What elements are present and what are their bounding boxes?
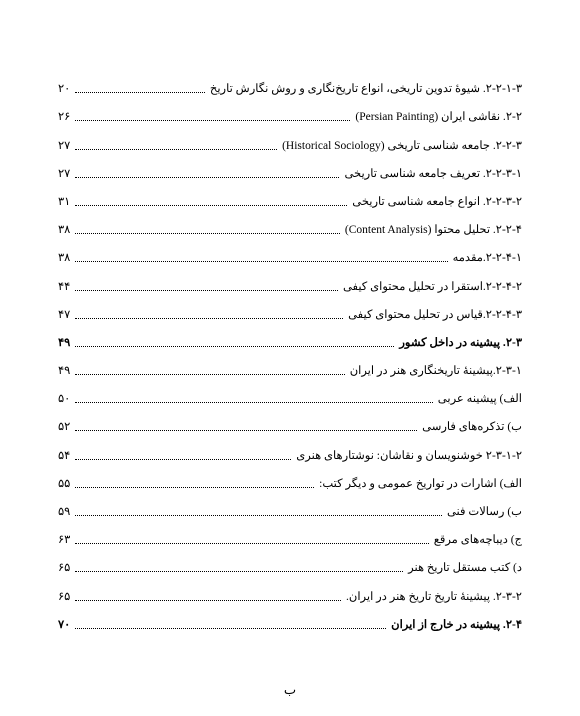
toc-entry-page-number: ۳۸ (58, 252, 71, 265)
dot-leader (75, 430, 417, 431)
toc-entry-title: ۲-۲. نقاشی ایران (Persian Painting) (355, 111, 522, 124)
toc-entry[interactable] (58, 547, 522, 575)
dot-leader (75, 120, 350, 121)
toc-entry[interactable] (58, 124, 522, 152)
toc-entry-title: ۲-۳. پیشینه در داخل کشور (399, 336, 522, 349)
toc-entry-title: ۲-۲-۳-۲. انواع جامعه شناسی تاریخی (352, 195, 522, 208)
toc-entry-page-number: ۴۹ (58, 336, 71, 349)
toc-entry-title: ۲-۲-۴-۱.مقدمه (452, 252, 522, 265)
dot-leader (75, 346, 394, 347)
dot-leader (75, 600, 341, 601)
dot-leader (75, 628, 386, 629)
toc-entry-title: الف) پیشینه عربی (437, 393, 522, 406)
dot-leader (75, 290, 338, 291)
toc-entry[interactable] (58, 406, 522, 434)
dot-leader (75, 318, 343, 319)
toc-entry-page-number: ۴۹ (58, 365, 71, 378)
toc-entry-page-number: ۵۲ (58, 421, 71, 434)
toc-entry[interactable] (58, 181, 522, 209)
toc-entry-page-number: ۶۵ (58, 590, 71, 603)
toc-entry[interactable] (58, 237, 522, 265)
toc-entry-page-number: ۴۷ (58, 308, 71, 321)
toc-entry[interactable] (58, 378, 522, 406)
toc-entry-title: ۲-۲-۳. جامعه شناسی تاریخی (Historical Sociology) (282, 139, 522, 152)
toc-entry-title: ب) رسالات فنی (446, 506, 522, 518)
toc-entry-title: د) کتب مستقل تاریخ هنر (408, 562, 522, 575)
toc-entry[interactable] (58, 604, 522, 632)
dot-leader (75, 374, 345, 375)
table-of-contents (58, 68, 522, 632)
toc-entry[interactable] (58, 294, 522, 322)
dot-leader (75, 149, 277, 150)
toc-entry-page-number: ۴۴ (58, 280, 71, 293)
toc-entry[interactable] (58, 434, 522, 462)
toc-entry-page-number: ۲۷ (58, 139, 71, 152)
toc-entry[interactable] (58, 322, 522, 350)
toc-entry[interactable] (58, 153, 522, 181)
toc-entry-title: ۲-۲-۴-۳.قیاس در تحلیل محتوای کیفی (348, 308, 522, 321)
toc-entry-title: ۲-۲-۱-۳. شیوۀ تدوین تاریخی، انواع تاریخ‌نگاری و روش نگارش تاریخ (209, 83, 522, 96)
toc-entry-title: ۲-۳-۱-۲ خوشنویسان و نقاشان: نوشتارهای هنری (296, 449, 522, 462)
dot-leader (75, 487, 314, 488)
toc-entry[interactable] (58, 265, 522, 293)
dot-leader (75, 205, 347, 206)
toc-entry-page-number: ۵۹ (58, 506, 71, 518)
dot-leader (75, 402, 433, 403)
toc-entry-page-number: ۲۶ (58, 111, 71, 124)
toc-entry-title: الف) اشارات در تواریخ عمومی و دیگر کتب: (319, 477, 522, 490)
toc-entry-page-number: ۳۸ (58, 224, 71, 237)
toc-entry-title: ۲-۲-۴. تحلیل محتوا (Content Analysis) (344, 224, 522, 237)
toc-entry-page-number: ۳۱ (58, 195, 71, 208)
toc-entry-page-number: ۶۵ (58, 562, 71, 575)
toc-entry-page-number: ۲۷ (58, 167, 71, 180)
dot-leader (75, 233, 340, 234)
toc-entry-title: ب) تذکره‌های فارسی (422, 421, 522, 434)
toc-entry[interactable] (58, 96, 522, 124)
toc-entry-page-number: ۶۳ (58, 534, 71, 547)
dot-leader (75, 261, 448, 262)
toc-entry[interactable] (58, 350, 522, 378)
dot-leader (75, 543, 429, 544)
toc-entry-title: ج) دیباچه‌های مرقع (433, 534, 522, 547)
toc-entry-page-number: ۲۰ (58, 83, 71, 96)
dot-leader (75, 515, 442, 516)
dot-leader (75, 177, 339, 178)
toc-entry[interactable] (58, 519, 522, 547)
toc-entry-title: ۲-۴. پیشینه در خارج از ایران (391, 618, 522, 631)
dot-leader (75, 459, 291, 460)
toc-entry-title: ۲-۲-۴-۲.استقرا در تحلیل محتوای کیفی (342, 280, 522, 293)
toc-entry[interactable] (58, 68, 522, 96)
toc-entry[interactable] (58, 491, 522, 519)
dot-leader (75, 92, 205, 93)
toc-entry-page-number: ۷۰ (58, 618, 71, 631)
toc-entry-page-number: ۵۴ (58, 449, 71, 462)
toc-entry-title: ۲-۲-۳-۱. تعریف جامعه شناسی تاریخی (344, 167, 522, 180)
page-number-footer: ب (283, 682, 297, 697)
toc-entry[interactable] (58, 463, 522, 491)
toc-entry[interactable] (58, 575, 522, 603)
dot-leader (75, 571, 403, 572)
toc-entry-page-number: ۵۵ (58, 477, 71, 490)
toc-entry[interactable] (58, 209, 522, 237)
toc-entry-title: ۲-۳-۱.پیشینۀ تاریخنگاری هنر در ایران (349, 365, 522, 378)
toc-entry-title: ۲-۳-۲. پیشینۀ تاریخ تاریخ هنر در ایران. (346, 590, 522, 603)
toc-entry-page-number: ۵۰ (58, 393, 71, 406)
